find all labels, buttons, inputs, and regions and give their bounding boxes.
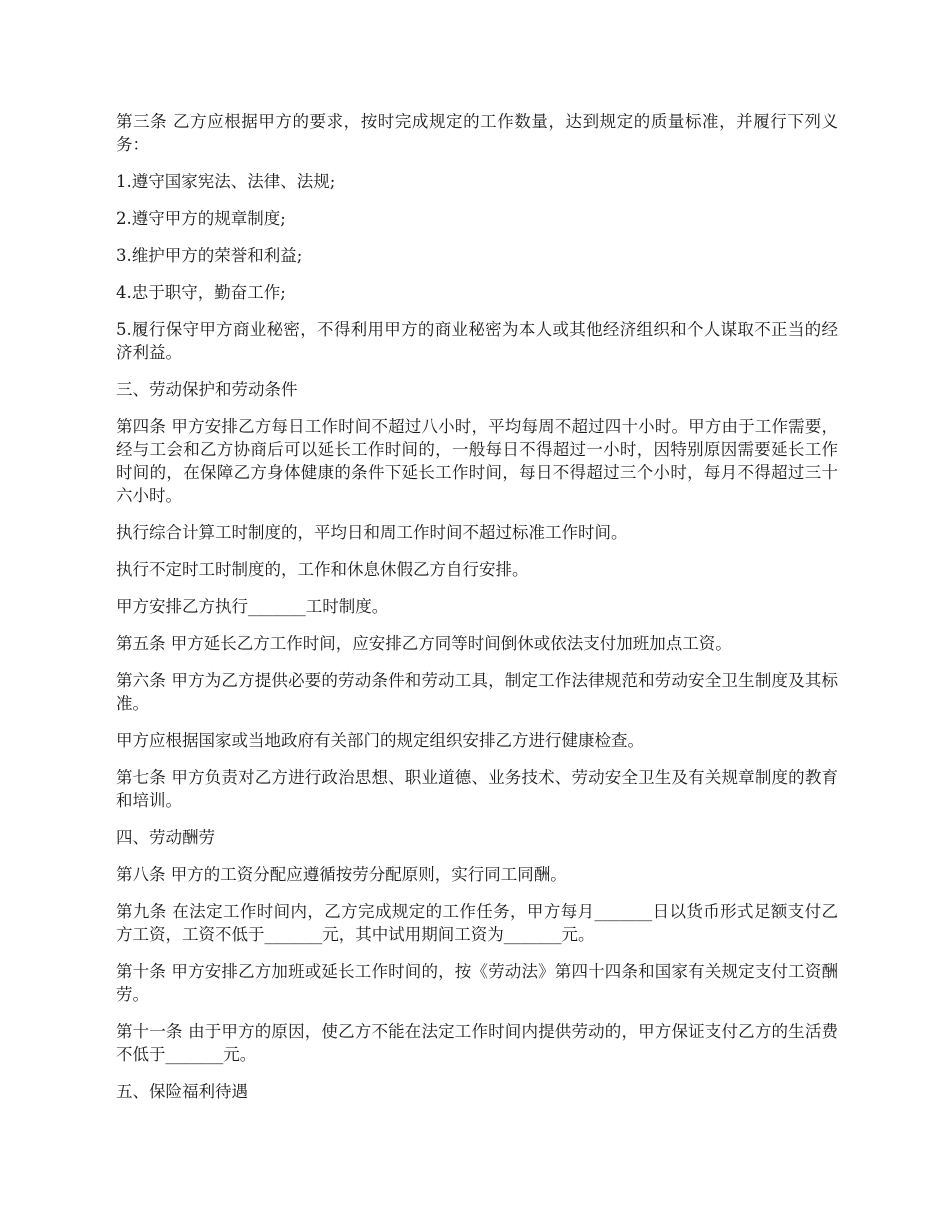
article-7-paragraph: 第七条 甲方负责对乙方进行政治思想、职业道德、业务技术、劳动安全卫生及有关规章制度的教育和培训。 (116, 768, 838, 810)
article-11-paragraph: 第十一条 由于甲方的原因，使乙方不能在法定工作时间内提供劳动的，甲方保证支付乙方的生活费不低于_______元。 (116, 1022, 838, 1064)
section-heading-4: 四、劳动酬劳 (116, 828, 215, 847)
article-9-paragraph: 第九条 在法定工作时间内，乙方完成规定的工作任务，甲方每月_______日以货币形式足额支付乙方工资，工资不低于_______元，其中试用期间工资为_______元。 (116, 902, 838, 944)
article-10-paragraph: 第十条 甲方安排乙方加班或延长工作时间的，按《劳动法》第四十四条和国家有关规定支付工资酬劳。 (116, 962, 838, 1004)
obligation-item-2: 2.遵守甲方的规章制度; (116, 209, 286, 228)
document-body (116, 110, 838, 1117)
flexible-hours-paragraph: 执行不定时工时制度的，工作和休息休假乙方自行安排。 (116, 560, 529, 579)
section-heading-3: 三、劳动保护和劳动条件 (116, 380, 298, 399)
article-6-paragraph: 第六条 甲方为乙方提供必要的劳动条件和劳动工具，制定工作法律规范和劳动安全卫生制度及其标准。 (116, 671, 838, 713)
article-4-paragraph: 第四条 甲方安排乙方每日工作时间不超过八小时，平均每周不超过四十小时。甲方由于工作需要，经与工会和乙方协商后可以延长工作时间的，一般每日不得超过一小时，因特别原因需要延长工作时间的，在保障乙方身体健康的条件下延长工作时间，每日不得超过三个小时，每月不得超过三十六小时。 (116, 417, 838, 505)
article-5-paragraph: 第五条 甲方延长乙方工作时间，应安排乙方同等时间倒休或依法支付加班加点工资。 (116, 634, 732, 653)
comprehensive-hours-paragraph: 执行综合计算工时制度的，平均日和周工作时间不超过标准工作时间。 (116, 523, 628, 542)
section-heading-5: 五、保险福利待遇 (116, 1082, 248, 1101)
article-8-paragraph: 第八条 甲方的工资分配应遵循按劳分配原则，实行同工同酬。 (116, 865, 567, 884)
article-3-paragraph: 第三条 乙方应根据甲方的要求，按时完成规定的工作数量，达到规定的质量标准，并履行下列义务： (116, 112, 838, 154)
obligation-item-1: 1.遵守国家宪法、法律、法规; (116, 172, 336, 191)
obligation-item-5: 5.履行保守甲方商业秘密，不得利用甲方的商业秘密为本人或其他经济组织和个人谋取不正当的经济利益。 (116, 320, 838, 362)
obligation-item-4: 4.忠于职守，勤奋工作; (116, 283, 286, 302)
health-check-paragraph: 甲方应根据国家或当地政府有关部门的规定组织安排乙方进行健康检查。 (116, 731, 644, 750)
work-hours-system-paragraph: 甲方安排乙方执行_______工时制度。 (116, 597, 389, 616)
obligation-item-3: 3.维护甲方的荣誉和利益; (116, 246, 303, 265)
